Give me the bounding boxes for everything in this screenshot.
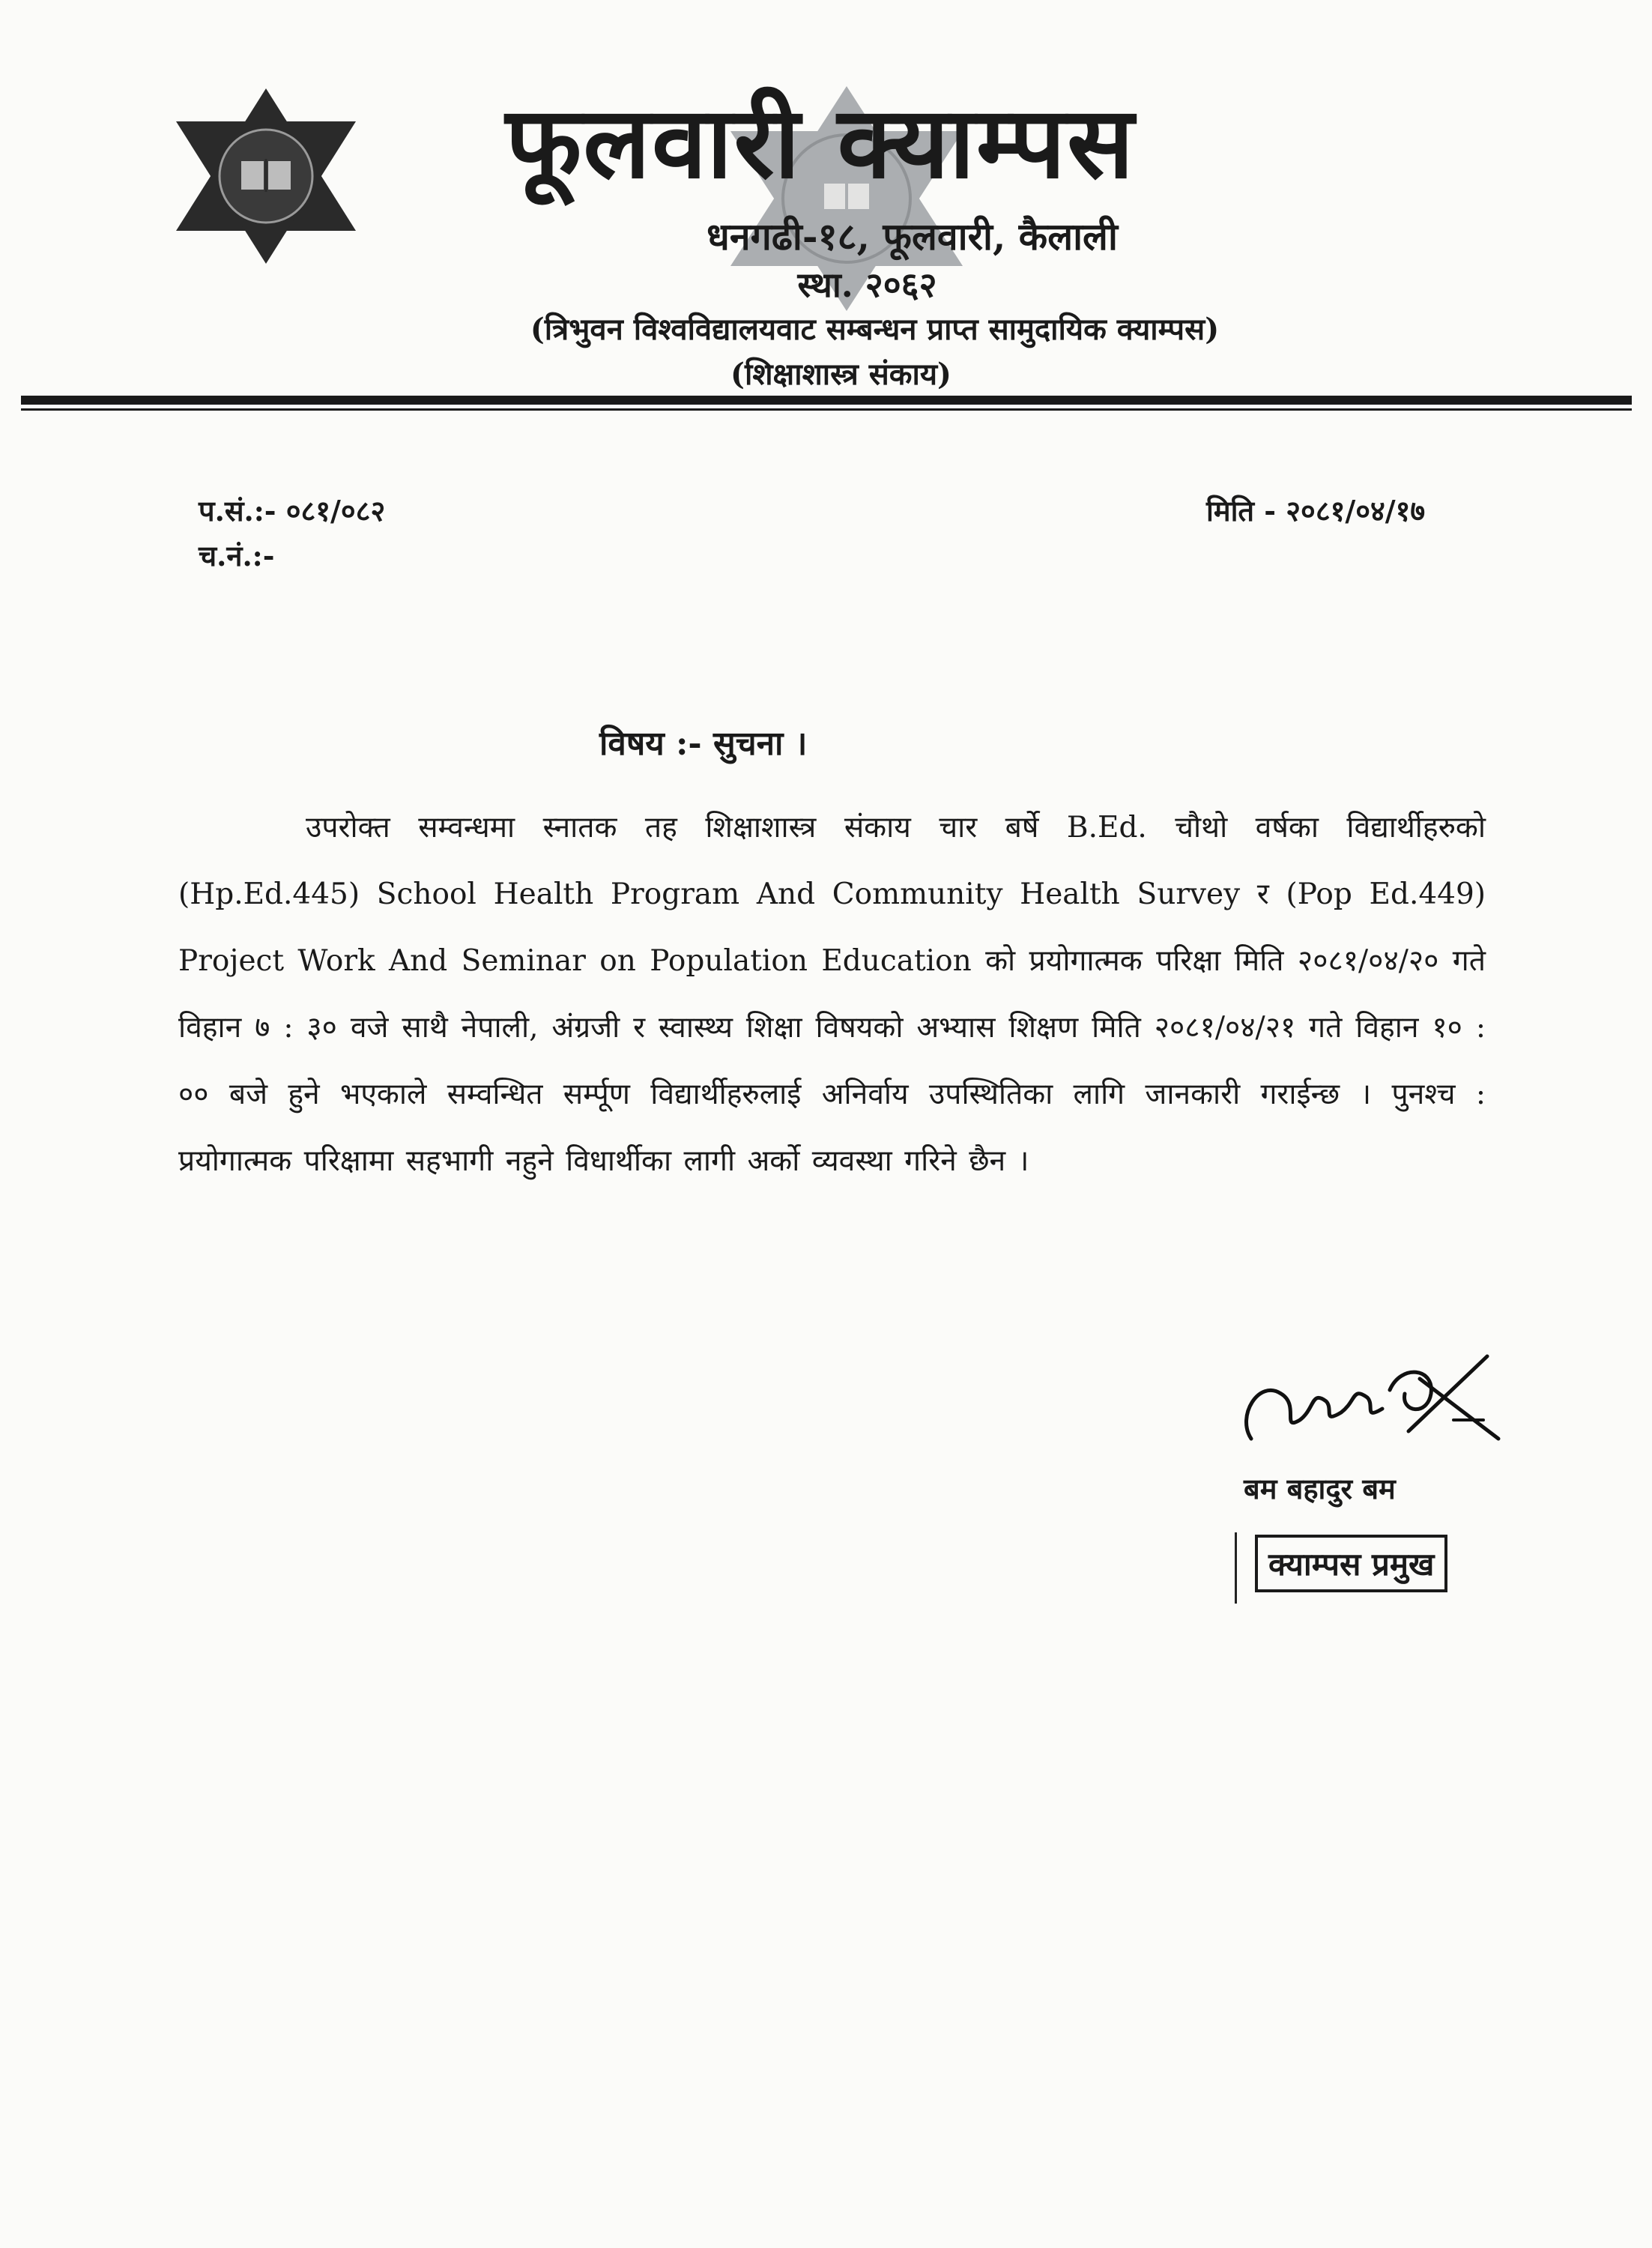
campus-name: फूलवारी क्याम्पस [505, 85, 1136, 201]
notice-body: उपरोक्त सम्वन्धमा स्नातक तह शिक्षाशास्त्र संकाय चार बर्षे B.Ed. चौथो वर्षका विद्यार्थीहरुको (Hp.Ed.445) School Health Program And Community Health Survey र (Pop Ed.449) Project Work And Seminar on Population Education को प्रयोगात्मक परिक्षा मिति २०८१/०४/२० गते विहान ७ : ३० वजे साथै नेपाली, अंग्रजी र स्वास्थ्य शिक्षा विषयको अभ्यास शिक्षण मिति २०८१/०४/२१ गते विहान १० : ०० बजे हुने भएकाले सम्वन्धित सर्म्पूण विद्यार्थीहरुलाई अनिर्वाय उपस्थितिका लागि जानकारी गराईन्छ । पुनश्च : प्रयोगात्मक परिक्षामा सहभागी नहुने विधार्थीका लागी अर्को व्यवस्था गरिने छैन । [178, 811, 1486, 1178]
affiliation-line: (त्रिभुवन विश्वविद्यालयवाट सम्बन्धन प्राप्त सामुदायिक क्याम्पस) [530, 312, 1220, 347]
campus-address: धनगढी-१८, फूलवारी, कैलाली [707, 214, 1118, 259]
header-divider-thick [21, 396, 1632, 405]
faculty-line: (शिक्षाशास्त्र संकाय) [730, 357, 951, 392]
header-divider-thin [21, 408, 1632, 411]
dispatch-number: च.नं.:- [199, 539, 275, 572]
reference-number: प.सं.:- ०८१/०८२ [199, 494, 386, 528]
signatory-name: बम बहादुर बम [1244, 1472, 1396, 1505]
notice-date: मिति - २०८१/०४/१७ [1206, 494, 1426, 528]
notice-subject: विषय :- सुचना । [599, 725, 808, 763]
established-year: स्था. २०६२ [797, 265, 937, 305]
signature-side-bar [1235, 1532, 1237, 1604]
handwritten-signature-icon [1229, 1349, 1513, 1461]
signatory-title-stamp: क्याम्पस प्रमुख [1255, 1535, 1447, 1592]
